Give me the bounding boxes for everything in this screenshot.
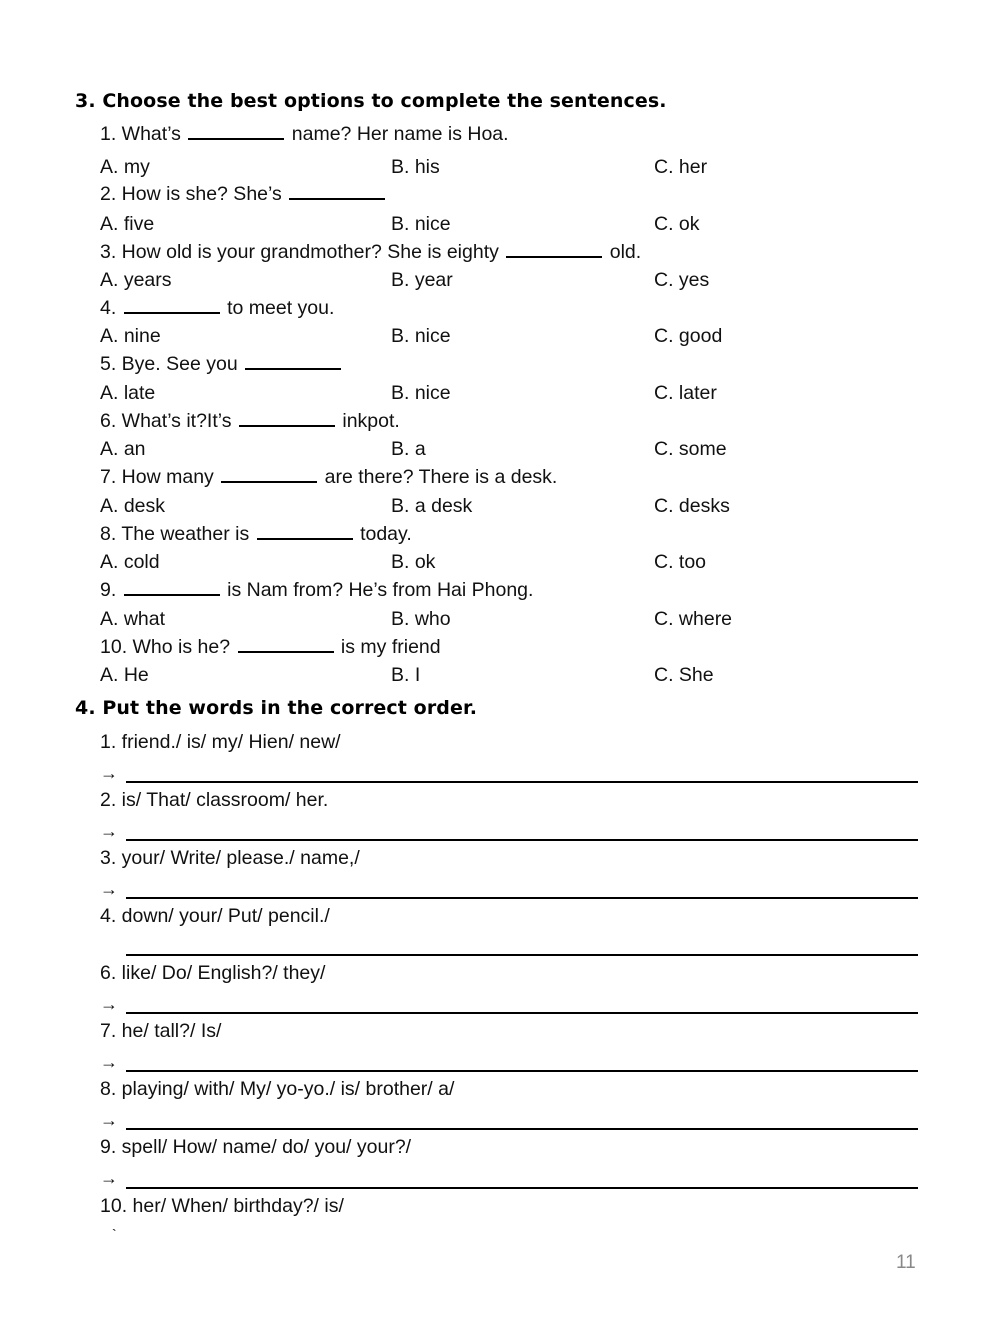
option-b[interactable]: B. nice — [391, 213, 451, 235]
question-text-after: to meet you. — [227, 297, 335, 319]
question-10 — [100, 635, 441, 659]
option-c[interactable]: C. where — [654, 608, 733, 630]
arrow-icon: → — [100, 994, 118, 1014]
question-text-after: name? Her name is Hoa. — [291, 123, 509, 145]
question-text: 8. The weather is — [100, 523, 250, 545]
option-a[interactable]: A. He — [100, 664, 149, 686]
question-text-after: is Nam from? He’s from Hai Phong. — [227, 579, 534, 601]
answer-line[interactable] — [126, 839, 918, 841]
reorder-prompt-1: 1. friend./ is/ my/ Hien/ new/ — [100, 731, 341, 753]
option-b[interactable]: B. ok — [391, 551, 436, 573]
answer-blank[interactable] — [221, 465, 317, 483]
answer-blank[interactable] — [289, 182, 385, 200]
option-a[interactable]: A. my — [100, 156, 150, 178]
option-a[interactable]: A. years — [100, 269, 172, 291]
arrow-icon: → — [100, 1110, 118, 1130]
option-b[interactable]: B. a desk — [391, 495, 473, 517]
answer-blank[interactable] — [238, 635, 334, 653]
question-text-after: are there? There is a desk. — [324, 466, 558, 488]
option-c[interactable]: C. desks — [654, 495, 730, 517]
answer-blank[interactable] — [506, 240, 602, 258]
question-2 — [100, 182, 387, 206]
question-text-after: old. — [609, 241, 642, 263]
question-text-after: inkpot. — [342, 410, 400, 432]
option-b[interactable]: B. nice — [391, 325, 451, 347]
answer-blank[interactable] — [124, 578, 220, 596]
option-c[interactable]: C. ok — [654, 213, 700, 235]
answer-blank[interactable] — [188, 122, 284, 140]
question-text: 7. How many — [100, 466, 214, 488]
answer-line[interactable] — [126, 1128, 918, 1130]
option-a[interactable]: A. nine — [100, 325, 161, 347]
arrow-icon: → — [100, 821, 118, 841]
option-c[interactable]: C. good — [654, 325, 723, 347]
option-b[interactable]: B. nice — [391, 382, 451, 404]
reorder-prompt-2: 2. is/ That/ classroom/ her. — [100, 789, 329, 811]
option-a[interactable]: A. an — [100, 438, 146, 460]
answer-line[interactable] — [126, 897, 918, 899]
question-text: 1. What’s — [100, 123, 181, 145]
reorder-prompt-7: 8. playing/ with/ My/ yo-yo./ is/ brother/ a/ — [100, 1078, 455, 1100]
question-text-after: today. — [360, 523, 412, 545]
answer-blank[interactable] — [245, 352, 341, 370]
reorder-prompt-9: 10. her/ When/ birthday?/ is/ — [100, 1195, 344, 1217]
page-number: 11 — [896, 1252, 916, 1273]
option-b[interactable]: B. who — [391, 608, 451, 630]
question-4 — [100, 296, 334, 320]
arrow-icon: → — [100, 763, 118, 783]
reorder-prompt-8: 9. spell/ How/ name/ do/ you/ your?/ — [100, 1136, 412, 1158]
answer-blank[interactable] — [124, 296, 220, 314]
answer-line[interactable] — [126, 1012, 918, 1014]
reorder-prompt-5: 6. like/ Do/ English?/ they/ — [100, 962, 326, 984]
option-b[interactable]: B. his — [391, 156, 440, 178]
option-c[interactable]: C. her — [654, 156, 708, 178]
question-text: 5. Bye. See you — [100, 353, 238, 375]
question-5 — [100, 352, 343, 376]
question-text: 3. How old is your grandmother? She is eighty — [100, 241, 499, 263]
option-a[interactable]: A. five — [100, 213, 155, 235]
answer-line[interactable] — [126, 1070, 918, 1072]
option-c[interactable]: C. later — [654, 382, 717, 404]
option-c[interactable]: C. too — [654, 551, 707, 573]
question-7 — [100, 465, 557, 489]
question-1 — [100, 122, 509, 146]
answer-line[interactable] — [126, 781, 918, 783]
answer-blank[interactable] — [239, 409, 335, 427]
answer-line[interactable] — [126, 954, 918, 956]
question-8 — [100, 522, 412, 546]
section-4-heading: 4. Put the words in the correct order. — [75, 697, 478, 719]
arrow-icon: → — [100, 1168, 118, 1188]
answer-line[interactable] — [126, 1187, 918, 1189]
option-b[interactable]: B. a — [391, 438, 426, 460]
reorder-prompt-4: 4. down/ your/ Put/ pencil./ — [100, 905, 330, 927]
option-a[interactable]: A. desk — [100, 495, 166, 517]
option-b[interactable]: B. I — [391, 664, 421, 686]
option-a[interactable]: A. what — [100, 608, 166, 630]
option-c[interactable]: C. yes — [654, 269, 710, 291]
reorder-prompt-3: 3. your/ Write/ please./ name,/ — [100, 847, 360, 869]
option-a[interactable]: A. late — [100, 382, 156, 404]
answer-blank[interactable] — [257, 522, 353, 540]
question-text: 9. — [100, 579, 117, 601]
question-6 — [100, 409, 400, 433]
arrow-icon: → — [100, 879, 118, 899]
question-text: 2. How is she? She’s — [100, 183, 282, 205]
question-text: 10. Who is he? — [100, 636, 231, 658]
reorder-prompt-6: 7. he/ tall?/ Is/ — [100, 1020, 222, 1042]
arrow-icon: ` — [112, 1226, 117, 1242]
option-c[interactable]: C. some — [654, 438, 727, 460]
question-text: 4. — [100, 297, 117, 319]
section-3-heading: 3. Choose the best options to complete the sentences. — [75, 90, 667, 112]
question-3 — [100, 240, 641, 264]
question-text: 6. What’s it?It’s — [100, 410, 232, 432]
option-a[interactable]: A. cold — [100, 551, 160, 573]
question-9 — [100, 578, 533, 602]
question-text-after: is my friend — [340, 636, 441, 658]
option-b[interactable]: B. year — [391, 269, 453, 291]
option-c[interactable]: C. She — [654, 664, 714, 686]
arrow-icon: → — [100, 1052, 118, 1072]
